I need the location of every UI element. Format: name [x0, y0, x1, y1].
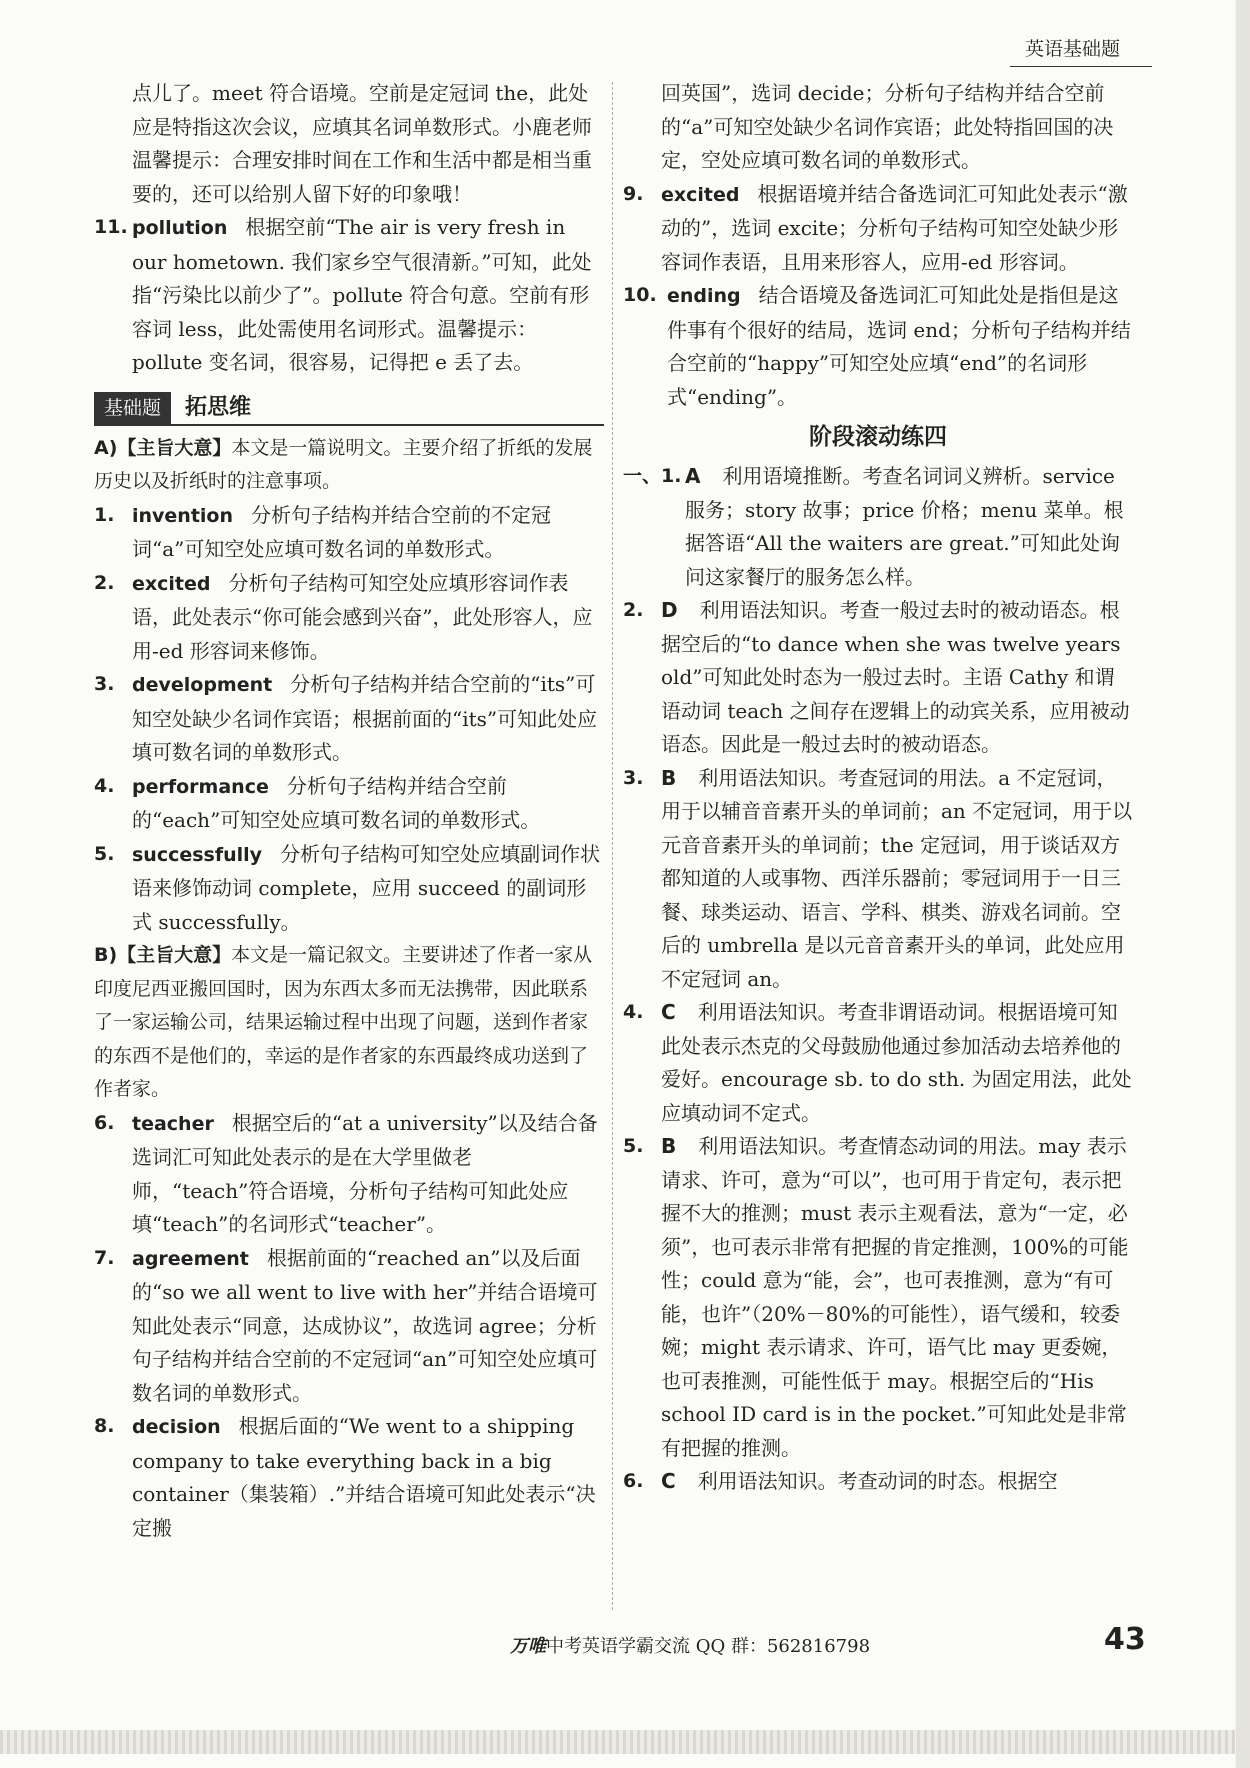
item-number: 4.: [94, 774, 115, 797]
answer-item-5: [94, 838, 604, 940]
answer-item-11: [94, 211, 604, 380]
item-number: 2.: [623, 599, 644, 621]
answer-item-s3: [623, 762, 1133, 997]
explanation: 分析句子结构可知空处应填形容词作表语，此处表示“你可能会感到兴奋”，此处形容人，应用-ed 形容词来修饰。: [132, 570, 593, 663]
page-edge: [1236, 0, 1250, 1768]
explanation: 利用语法知识。考查情态动词的用法。may 表示请求、许可，意为“可以”，也可用于肯定句，表示把握不大的推测；must 表示主观看法，意为“一定，必须”，也可表示非常有把握的肯定推测，100%的可能性；could 意为“能，会”，也可表推测，意为“有可能，也许”（20%－80%的可能性），语气缓和，较委婉；might 表示请求、许可，语气比 may 更委婉，也可表推测，可能性低于 may。根据空后的“His school ID card is in the pocket.”可知此处是非常有把握的推测。: [661, 1134, 1129, 1460]
page-number: 43: [1104, 1622, 1146, 1657]
answer-word: pollution: [132, 217, 228, 239]
item-number: 6.: [623, 1470, 644, 1492]
passage-label: A)【主旨大意】: [94, 436, 232, 459]
item-number: 6.: [94, 1111, 115, 1134]
answer-item-4: [94, 770, 604, 838]
continued-paragraph: 点儿了。meet 符合语境。空前是定冠词 the，此处应是特指这次会议，应填其名词单数形式。小鹿老师温馨提示：合理安排时间在工作和生活中都是相当重要的，还可以给别人留下好的印象哦！: [132, 81, 592, 206]
column-divider: [612, 82, 613, 1610]
section-header: [94, 388, 604, 426]
item-number: 9.: [623, 182, 644, 205]
answer-option: C: [661, 1469, 676, 1493]
footer-qq-group: [510, 1632, 870, 1658]
answer-item-s1: [623, 460, 1133, 594]
explanation: 利用语法知识。考查动词的时态。根据空: [697, 1469, 1058, 1493]
explanation: 根据空后的“at a university”以及结合备选词汇可知此处表示的是在大学里做老师，“teach”符合语境，分析句子结构可知此处应填“teach”的名词形式“teacher”。: [132, 1110, 598, 1236]
item-number: 11.: [94, 216, 128, 238]
answer-option: A: [685, 464, 701, 488]
answer-option: B: [661, 765, 677, 790]
footer-text: 中考英语学霸交流 QQ 群：562816798: [546, 1636, 871, 1657]
answer-item-10: [623, 279, 1133, 414]
answer-word: ending: [667, 285, 741, 307]
explanation: 分析句子结构并结合空前的“its”可知空处缺少名词作宾语；根据前面的“its”可知此处应填可数名词的单数形式。: [132, 672, 598, 764]
answer-word: performance: [132, 775, 269, 798]
explanation: 根据空前“The air is very fresh in our hometown. 我们家乡空气很清新。”可知，此处指“污染比以前少了”。pollute 符合句意。空前有形容词 less，此处需使用名词形式。温馨提示：pollute 变名词，很容易，记得把 e 丢了去。: [132, 215, 592, 374]
item-number: 7.: [94, 1246, 115, 1269]
header-rule: [1010, 66, 1152, 67]
explanation: 利用语法知识。考查非谓语动词。根据语境可知此处表示杰克的父母鼓励他通过参加活动去培养他的爱好。encourage sb. to do sth. 为固定用法，此处应填动词不定式。: [661, 1000, 1132, 1125]
explanation: 利用语法知识。考查一般过去时的被动语态。根据空后的“to dance when she was twelve years old”可知此处时态为一般过去时。主语 Cathy 和谓语动词 teach 之间存在逻辑上的动宾关系，应用被动语态。因此是一般过去时的被动语态。: [661, 598, 1130, 756]
passage-summary-text: 本文是一篇说明文。主要介绍了折纸的发展历史以及折纸时的注意事项。: [94, 436, 593, 492]
answer-item-s2: [623, 594, 1133, 762]
explanation: 根据后面的“We went to a shipping company to take everything back in a big container（集装箱）.”并结合语境可知此处表示“决定搬: [132, 1414, 596, 1540]
answer-item-6: [94, 1107, 604, 1242]
passage-summary-text: 本文是一篇记叙文。主要讲述了作者一家从印度尼西亚搬回国时，因为东西太多而无法携带，因此联系了一家运输公司，结果运输过程中出现了问题，送到作者家的东西不是他们的，幸运的是作者家的东西最终成功送到了作者家。: [94, 944, 593, 1100]
explanation: 结合语境及备选词汇可知此处是指但是这件事有个很好的结局，选词 end；分析句子结构并结合空前的“happy”可知空处应填“end”的名词形式“ending”。: [667, 283, 1131, 409]
answer-word: development: [132, 674, 273, 696]
explanation: 根据语境并结合备选词汇可知此处表示“激动的”，选词 excite；分析句子结构可知空处缺少形容词作表语，且用来形容人，应用-ed 形容词。: [661, 181, 1128, 274]
answer-item-8: [94, 1410, 604, 1545]
answer-option: B: [661, 1134, 677, 1158]
item-number: 4.: [623, 1001, 644, 1023]
item-number: 一、1.: [623, 465, 682, 487]
item-number: 2.: [94, 571, 115, 594]
section-tag: 基础题: [94, 392, 171, 424]
continued-paragraph: 回英国”，选词 decide；分析句子结构并结合空前的“a”可知空处缺少名词作宾语；此处特指回国的决定，空处应填可数名词的单数形式。: [661, 81, 1114, 172]
answer-item-s4: [623, 996, 1133, 1130]
answer-option: D: [661, 598, 678, 622]
item-number: 1.: [94, 503, 115, 526]
section-title: 拓思维: [185, 394, 252, 420]
item-number: 8.: [94, 1415, 115, 1437]
item-number: 3.: [623, 766, 644, 789]
answer-item-7: [94, 1242, 604, 1411]
item-number: 10.: [623, 284, 657, 306]
item-number: 5.: [623, 1135, 644, 1157]
explanation: 分析句子结构并结合空前的不定冠词“a”可知空处应填可数名词的单数形式。: [132, 502, 552, 561]
answer-word: agreement: [132, 1247, 249, 1270]
answer-item-s6: [623, 1465, 1133, 1499]
passage-a-summary: [94, 432, 604, 499]
answer-option: C: [661, 1000, 676, 1024]
answer-item-2: [94, 567, 604, 669]
explanation: 根据前面的“reached an”以及后面的“so we all went to live with her”并结合语境可知此处表示“同意，达成协议”，故选词 agree；分析句子结构并结合空前的不定冠词“an”可知空处应填可数名词的单数形式。: [132, 1245, 598, 1405]
answer-word: successfully: [132, 843, 263, 866]
answer-word: decision: [132, 1416, 221, 1438]
answer-word: invention: [132, 504, 234, 527]
answer-item-1: [94, 499, 604, 567]
answer-item-s5: [623, 1130, 1133, 1465]
answer-word: excited: [132, 572, 211, 595]
brand-logo-text: 万唯: [510, 1636, 546, 1657]
explanation: 利用语境推断。考查名词词义辨析。service 服务；story 故事；price 价格；menu 菜单。根据答语“All the waiters are great.”可知此处询问这家餐厅的服务怎么样。: [685, 464, 1124, 589]
scan-edge-strip: [0, 1730, 1235, 1754]
item-number: 5.: [94, 842, 115, 865]
answer-word: excited: [661, 183, 740, 206]
answer-item-3: [94, 668, 604, 770]
header-subject-tag: 英语基础题: [1025, 38, 1121, 60]
item-number: 3.: [94, 673, 115, 695]
explanation: 利用语法知识。考查冠词的用法。a 不定冠词，用于以辅音音素开头的单词前；an 不定冠词，用于以元音音素开头的单词前；the 定冠词，用于谈话双方都知道的人或事物、西洋乐器前；零冠词用于一日三餐、球类运动、语言、学科、棋类、游戏名词前。空后的 umbrella 是以元音音素开头的单词，此处应用不定冠词 an。: [661, 765, 1133, 991]
passage-label: B)【主旨大意】: [94, 944, 232, 966]
passage-b-summary: [94, 939, 604, 1107]
left-column: [94, 77, 604, 1545]
explanation: 分析句子结构并结合空前的“each”可知空处应填可数名词的单数形式。: [132, 773, 541, 832]
stage-title: 阶段滚动练四: [809, 424, 947, 450]
right-column: [623, 77, 1133, 1499]
explanation: 分析句子结构可知空处应填副词作状语来修饰动词 complete，应用 succeed 的副词形式 successfully。: [132, 841, 601, 934]
answer-word: teacher: [132, 1112, 214, 1135]
answer-item-9: [623, 178, 1133, 280]
